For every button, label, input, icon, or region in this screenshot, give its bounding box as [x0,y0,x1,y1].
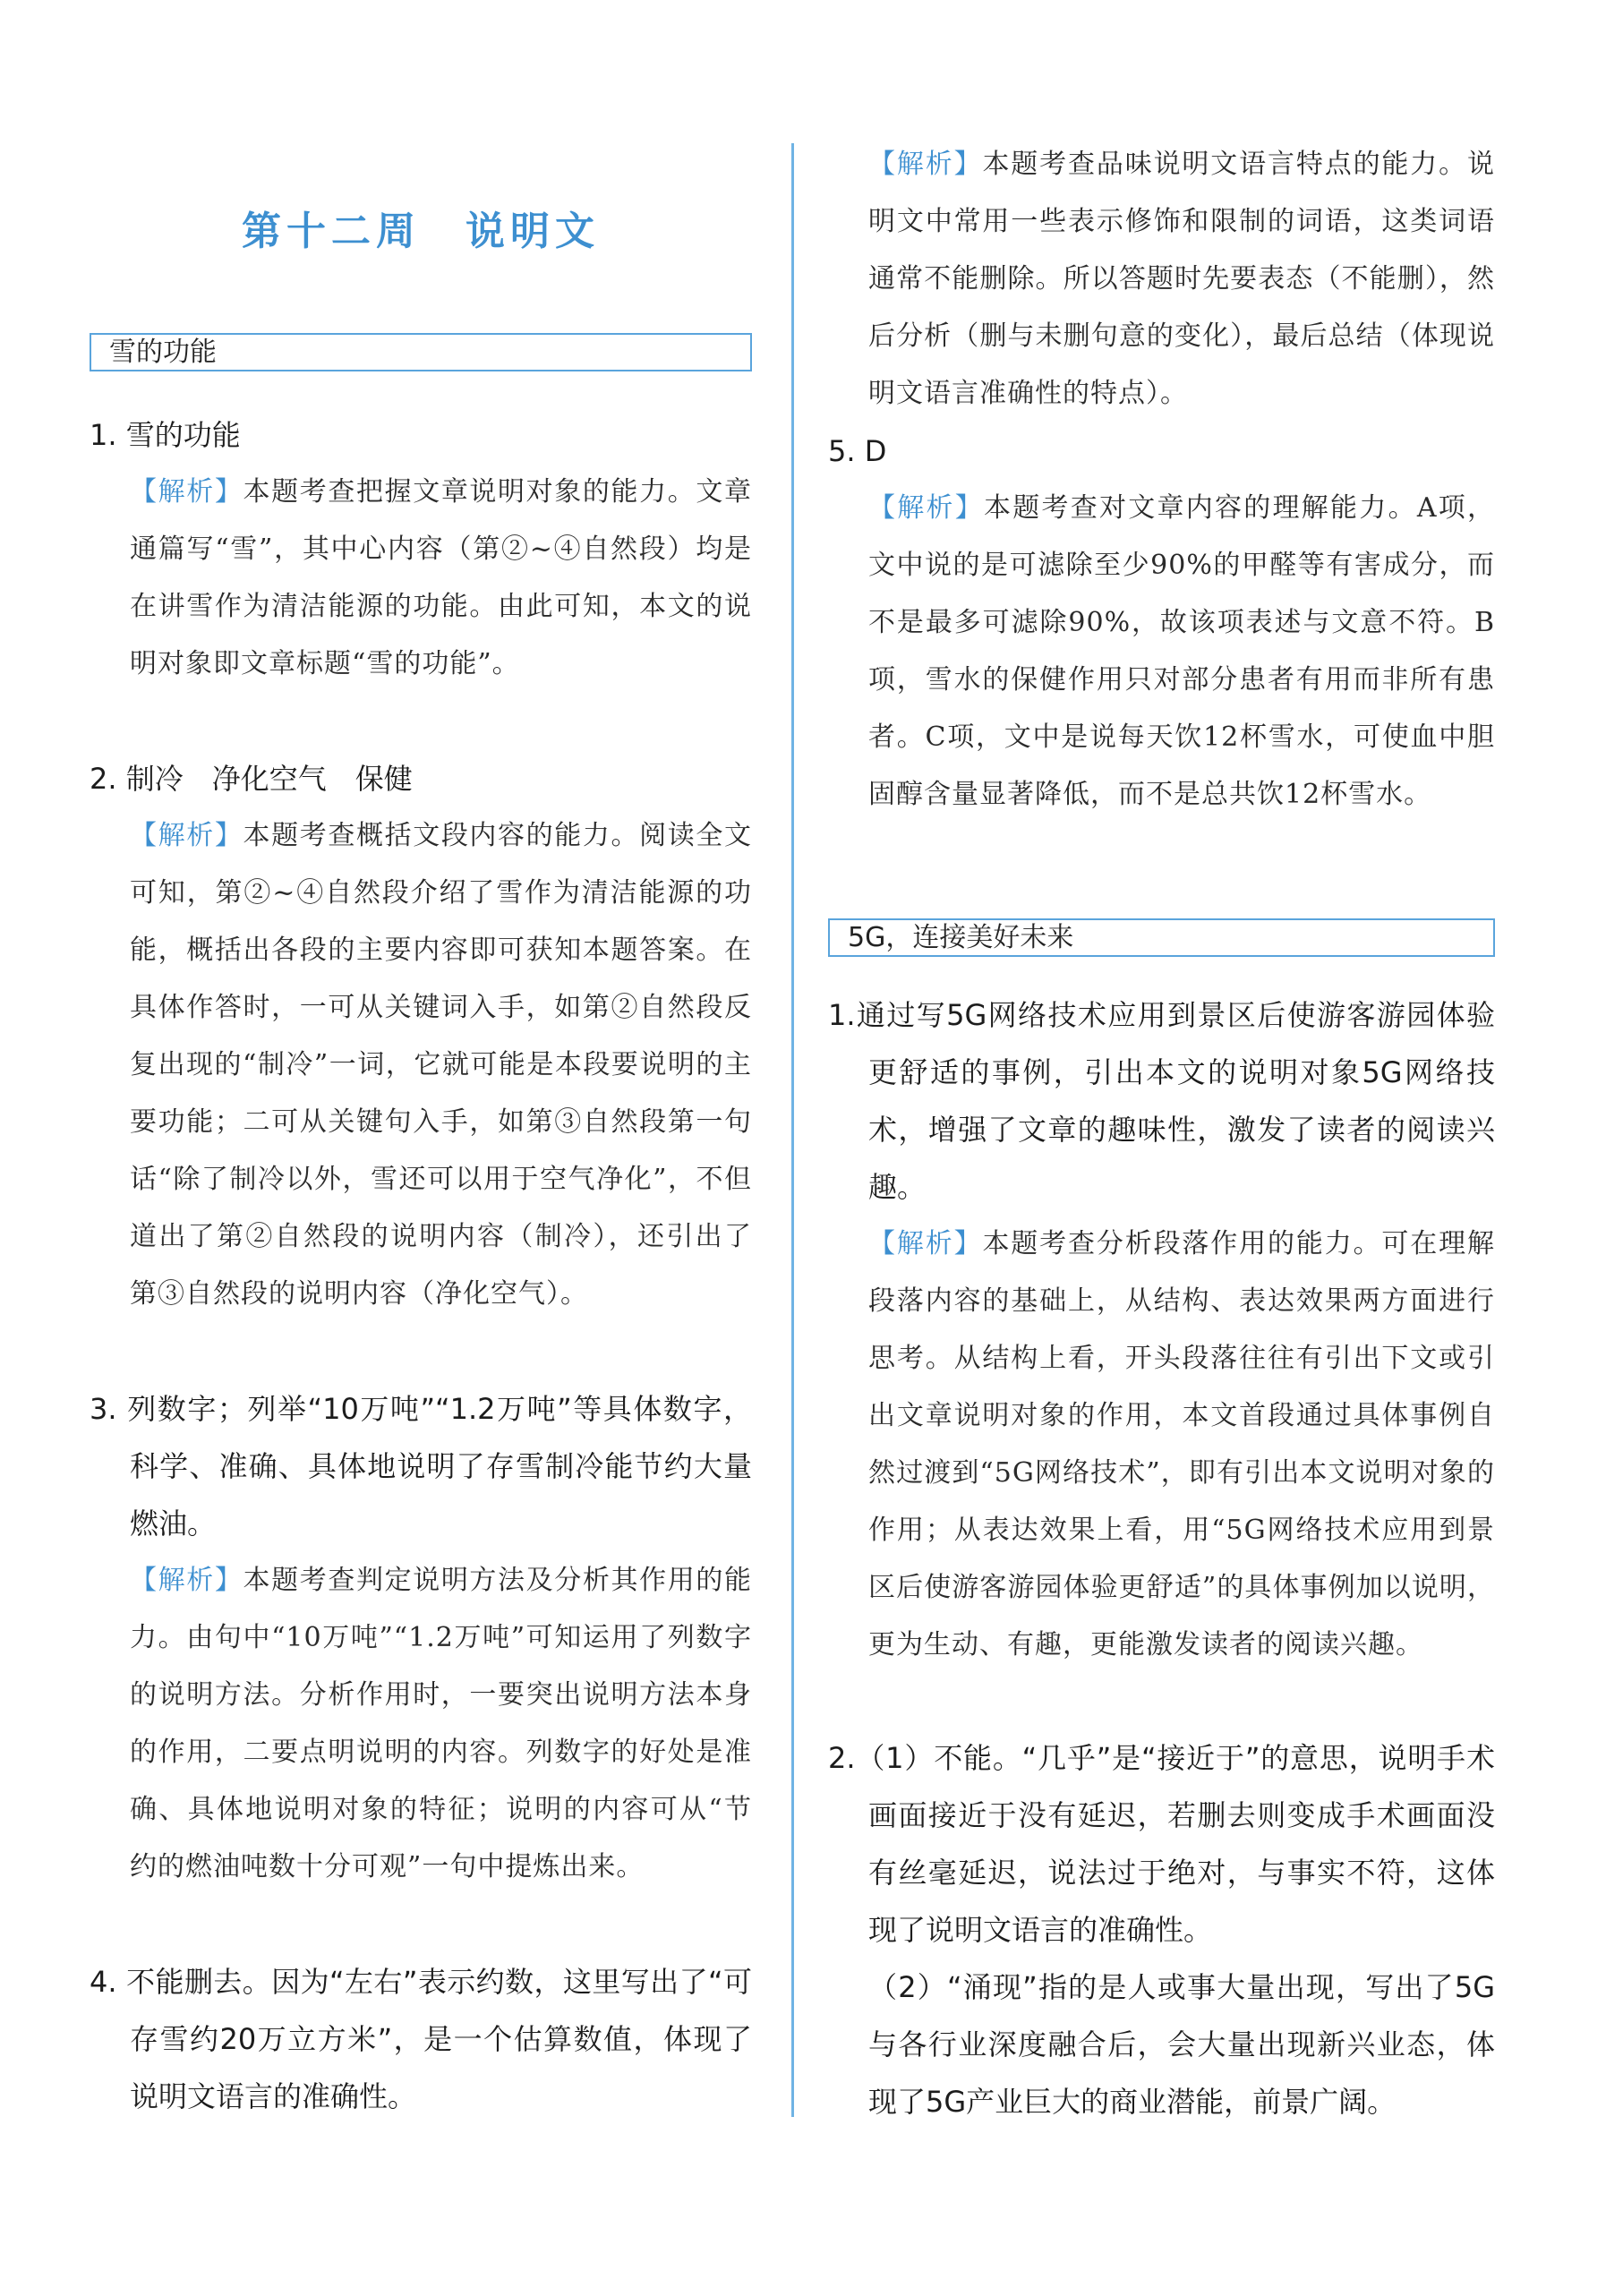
answer-block-5g-2 [828,1729,1495,2130]
explanation-text: 本题考查概括文段内容的能力。阅读全文可知，第②~④自然段介绍了雪作为清洁能源的功能，概括出各段的主要内容即可获知本题答案。在具体作答时，一可从关键词入手，如第②自然段反复出现的“制冷”一词，它就可能是本段要说明的主要功能；二可从关键句入手，如第③自然段第一句话“除了制冷以外，雪还可以用于空气净化”，不但道出了第②自然段的说明内容（制冷），还引出了第③自然段的说明内容（净化空气）。 [130,820,753,1310]
answer-5: 5. D [828,434,887,468]
answer-block-2 [90,750,752,1323]
answer-block-3 [90,1380,752,1896]
explanation-text: 本题考查把握文章说明对象的能力。文章通篇写“雪”，其中心内容（第②~④自然段）均是在讲雪作为清洁能源的功能。由此可知，本文的说明对象即文章标题“雪的功能”。 [130,476,753,679]
analysis-tag: 【解析】 [130,820,243,851]
explanation-4-block [828,136,1495,422]
answer-block-1 [90,406,752,693]
explanation-5g-1 [828,1216,1495,1674]
answer-1: 1. 雪的功能 [90,418,241,452]
answer-5g-2: 2.（1）不能。“几乎”是“接近于”的意思，说明手术画面接近于没有延迟，若删去则变成手术画面没有丝毫延迟，说法过于绝对，与事实不符，这体现了说明文语言的准确性。 [828,1741,1495,1947]
answer-2: 2. 制冷 净化空气 保健 [90,762,413,796]
answer-block-5g-1 [828,986,1495,1674]
answer-3: 3. 列数字；列举“10万吨”“1.2万吨”等具体数字，科学、准确、具体地说明了存雪制冷能节约大量燃油。 [90,1392,752,1541]
section-title-5g: 5G，连接美好未来 [828,918,1495,957]
explanation-text: 本题考查判定说明方法及分析其作用的能力。由句中“10万吨”“1.2万吨”可知运用了列数字的说明方法。分析作用时，一要突出说明方法本身的作用，二要点明说明的内容。列数字的好处是准确、具体地说明对象的特征；说明的内容可从“节约的燃油吨数十分可观”一句中提炼出来。 [130,1565,753,1882]
analysis-tag: 【解析】 [868,1228,983,1259]
answer-4: 4. 不能删去。因为“左右”表示约数，这里写出了“可存雪约20万立方米”，是一个估算数值，体现了说明文语言的准确性。 [90,1965,752,2113]
explanation-5 [828,480,1495,824]
answer-block-4 [90,1953,752,2125]
explanation-3 [90,1552,752,1896]
explanation-text: 本题考查品味说明文语言特点的能力。说明文中常用一些表示修饰和限制的词语，这类词语通常不能删除。所以答题时先要表态（不能删），然后分析（删与未删句意的变化），最后总结（体现说明文语言准确性的特点）。 [868,149,1496,409]
explanation-text: 本题考查分析段落作用的能力。可在理解段落内容的基础上，从结构、表达效果两方面进行思考。从结构上看，开头段落往往有引出下文或引出文章说明对象的作用，本文首段通过具体事例自然过渡到“5G网络技术”，即有引出本文说明对象的作用；从表达效果上看，用“5G网络技术应用到景区后使游客游园体验更舒适”的具体事例加以说明，更为生动、有趣，更能激发读者的阅读兴趣。 [868,1228,1496,1660]
analysis-tag: 【解析】 [868,149,983,180]
answer-5g-1: 1.通过写5G网络技术应用到景区后使游客游园体验更舒适的事例，引出本文的说明对象5G网络技术，增强了文章的趣味性，激发了读者的阅读兴趣。 [828,998,1495,1204]
page-title: 第十二周 说明文 [242,209,600,254]
column-divider [791,143,794,2117]
explanation-text: 本题考查对文章内容的理解能力。A项，文中说的是可滤除至少90%的甲醛等有害成分，而不是最多可滤除90%，故该项表述与文意不符。B项，雪水的保健作用只对部分患者有用而非所有患者。C项，文中是说每天饮12杯雪水，可使血中胆固醇含量显著降低，而不是总共饮12杯雪水。 [868,492,1495,810]
analysis-tag: 【解析】 [130,1565,243,1596]
explanation-1 [90,464,752,693]
explanation-4 [828,136,1495,422]
analysis-tag: 【解析】 [868,492,985,524]
section-title-snow: 雪的功能 [90,333,752,371]
explanation-2 [90,807,752,1323]
analysis-tag: 【解析】 [130,476,243,508]
answer-5g-2-sub: （2）“涌现”指的是人或事大量出现，写出了5G与各行业深度融合后，会大量出现新兴业态，体现了5G产业巨大的商业潜能，前景广阔。 [868,1970,1495,2119]
answer-block-5 [828,422,1495,824]
